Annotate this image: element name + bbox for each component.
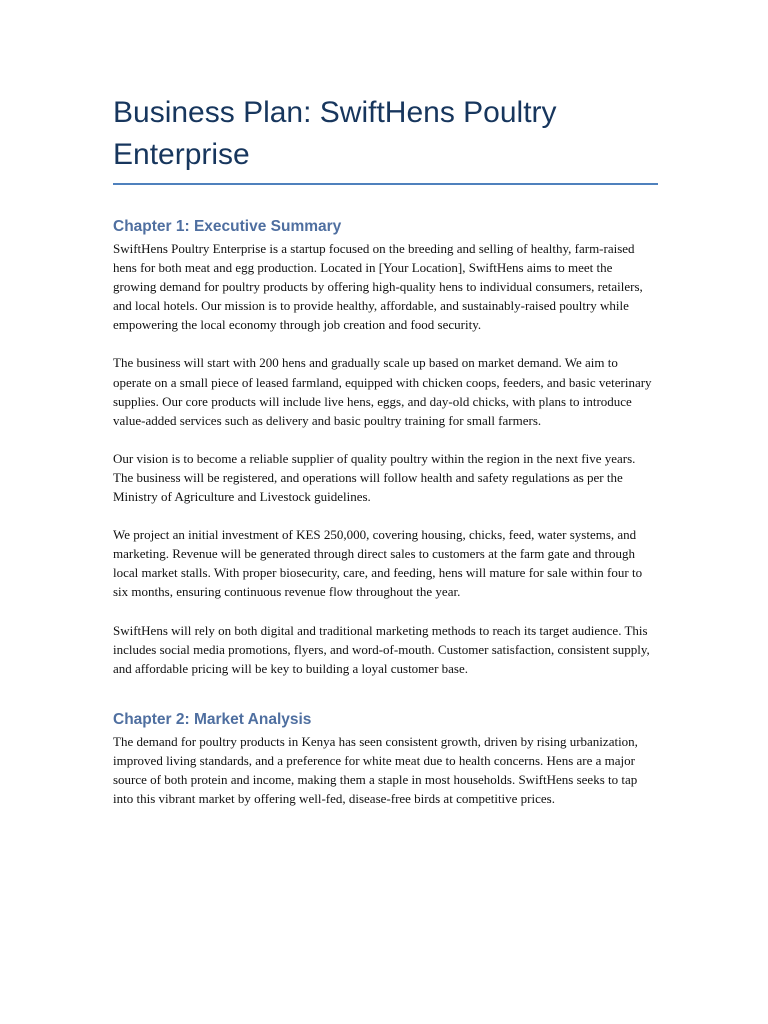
document-content: [113, 92, 658, 808]
chapter-2-heading: Chapter 2: Market Analysis: [113, 710, 312, 728]
document-title: Business Plan: SwiftHens Poultry Enterprise: [113, 92, 658, 185]
chapter-1-paragraph-2: The business will start with 200 hens and gradually scale up based on market demand. We aim to operate on a small piece of leased farmland, equipped with chicken coops, feeders, and basic veterinary supplies. Our core products will include live hens, eggs, and day-old chicks, with plans to introduce value-added services such as delivery and basic poultry training for small farmers.: [113, 355, 652, 428]
chapter-1-paragraph-5: SwiftHens will rely on both digital and traditional marketing methods to reach its target audience. This includes social media promotions, flyers, and word-of-mouth. Customer satisfaction, consistent supply, and affordable pricing will be key to building a loyal customer base.: [113, 622, 650, 676]
chapter-1-heading: Chapter 1: Executive Summary: [113, 218, 342, 235]
chapter-1-paragraph-3: Our vision is to become a reliable supplier of quality poultry within the region in the next five years. The business will be registered, and operations will follow health and safety regulations as per the Ministry of Agriculture and Livestock guidelines.: [113, 450, 636, 505]
chapter-2-paragraph-1: The demand for poultry products in Kenya has seen consistent growth, driven by rising urbanization, improved living standards, and a preference for white meat due to health concerns. Hens are a major source of both protein and income, making them a staple in most households. SwiftHens seeks to tap into this vibrant market by offering well-fed, disease-free birds at competitive prices.: [113, 733, 638, 807]
chapter-1-paragraph-1: SwiftHens Poultry Enterprise is a startup focused on the breeding and selling of healthy, farm-raised hens for both meat and egg production. Located in [Your Location], SwiftHens aims to meet the growing demand for poultry products by offering high-quality hens to individual consumers, retailers, and local hotels. Our mission is to provide healthy, affordable, and sustainably-raised poultry while empowering the local economy through job creation and food security.: [113, 241, 643, 333]
chapter-1-paragraph-4: We project an initial investment of KES 250,000, covering housing, chicks, feed, water systems, and marketing. Revenue will be generated through direct sales to customers at the farm gate and through local market stalls. With proper biosecurity, care, and feeding, hens will mature for sale within four to six months, ensuring continuous revenue flow throughout the year.: [113, 527, 643, 600]
